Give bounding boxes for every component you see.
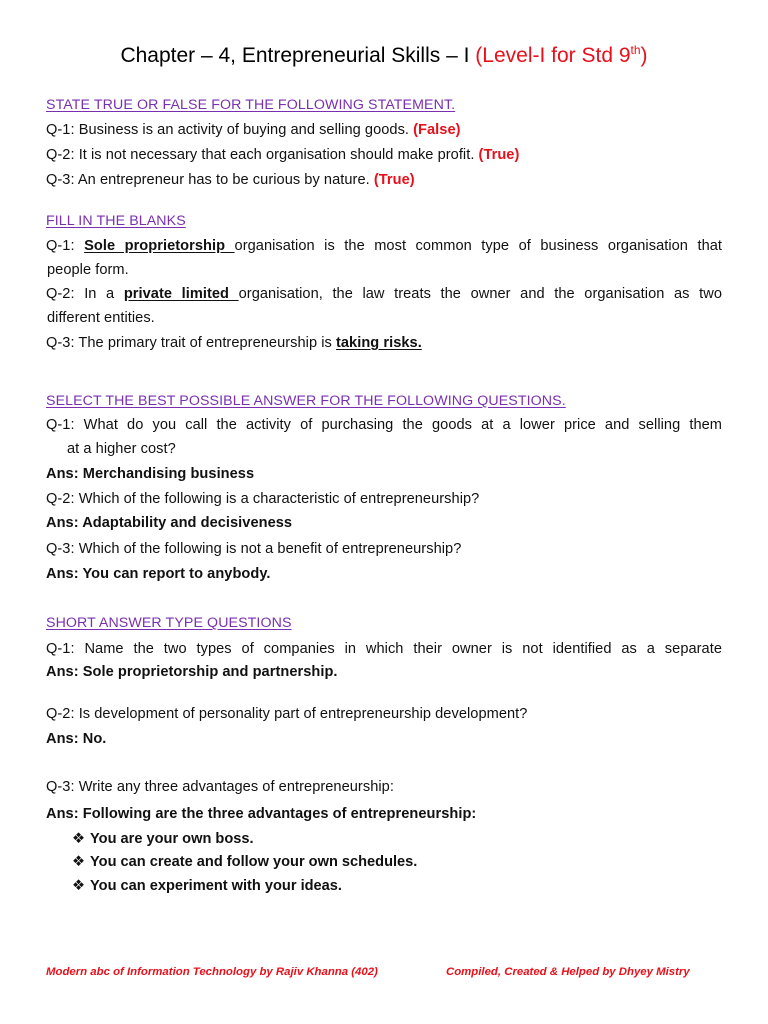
fb-question-1-cont: people form. — [47, 262, 129, 278]
mcq-question-1-cont: at a higher cost? — [67, 441, 176, 457]
mcq-question-1: Q-1: What do you call the activity of purchasing the goods at a lower price and selling them — [46, 417, 722, 433]
sa-answer-1: Ans: Sole proprietorship and partnership. — [46, 664, 338, 680]
fb-question-3: Q-3: The primary trait of entrepreneurship is taking risks. — [46, 335, 422, 351]
mcq-question-3: Q-3: Which of the following is not a benefit of entrepreneurship? — [46, 541, 462, 557]
sa-question-2: Q-2: Is development of personality part of entrepreneurship development? — [46, 706, 528, 722]
level-label: (Level-I for Std 9th) — [475, 43, 648, 67]
sa-answer-3: Ans: Following are the three advantages of entrepreneurship: — [46, 806, 477, 822]
advantage-bullet-2: ❖ You can create and follow your own schedules. — [72, 854, 418, 870]
diamond-bullet-icon: ❖ — [72, 831, 86, 847]
advantage-bullet-1: ❖ You are your own boss. — [72, 831, 254, 847]
fill-blanks-heading: FILL IN THE BLANKS — [46, 213, 186, 229]
tf-answer-1: (False) — [413, 122, 461, 138]
mcq-question-2: Q-2: Which of the following is a characteristic of entrepreneurship? — [46, 491, 480, 507]
fb-blank-3: taking risks. — [335, 335, 422, 351]
fb-question-2-cont: different entities. — [47, 310, 155, 326]
tf-answer-3: (True) — [373, 172, 415, 188]
fb-question-1: Q-1: Sole proprietorship organisation is the most common type of business organisation that — [46, 238, 723, 254]
tf-question-2: Q-2: It is not necessary that each organisation should make profit. (True) — [46, 147, 520, 163]
true-false-heading: STATE TRUE OR FALSE FOR THE FOLLOWING STATEMENT. — [46, 97, 456, 113]
mcq-answer-2: Ans: Adaptability and decisiveness — [46, 515, 293, 531]
footer-book-credit: Modern abc of Information Technology by Rajiv Khanna (402) — [46, 966, 378, 978]
footer-compiler-credit: Compiled, Created & Helped by Dhyey Mistry — [446, 966, 690, 978]
fb-question-2: Q-2: In a private limited organisation, the law treats the owner and the organisation as two — [46, 286, 722, 302]
mcq-answer-3: Ans: You can report to anybody. — [46, 566, 271, 582]
mcq-answer-1: Ans: Merchandising business — [46, 466, 255, 482]
diamond-bullet-icon: ❖ — [72, 854, 86, 870]
fb-blank-2: private limited — [123, 286, 239, 302]
diamond-bullet-icon: ❖ — [72, 878, 86, 894]
short-answer-heading: SHORT ANSWER TYPE QUESTIONS — [46, 615, 292, 631]
tf-question-1: Q-1: Business is an activity of buying and selling goods. (False) — [46, 122, 461, 138]
fb-blank-1: Sole proprietorship — [84, 238, 235, 254]
sa-question-3: Q-3: Write any three advantages of entrepreneurship: — [46, 779, 394, 795]
chapter-title: Chapter – 4, Entrepreneurial Skills – I — [120, 44, 470, 67]
tf-question-3: Q-3: An entrepreneur has to be curious by nature. (True) — [46, 172, 415, 188]
tf-answer-2: (True) — [478, 147, 520, 163]
advantage-bullet-3: ❖ You can experiment with your ideas. — [72, 878, 342, 894]
sa-question-1: Q-1: Name the two types of companies in which their owner is not identified as a separate — [46, 641, 722, 657]
sa-answer-2: Ans: No. — [46, 731, 107, 747]
page-title — [0, 44, 768, 68]
mcq-heading: SELECT THE BEST POSSIBLE ANSWER FOR THE FOLLOWING QUESTIONS. — [46, 393, 566, 409]
